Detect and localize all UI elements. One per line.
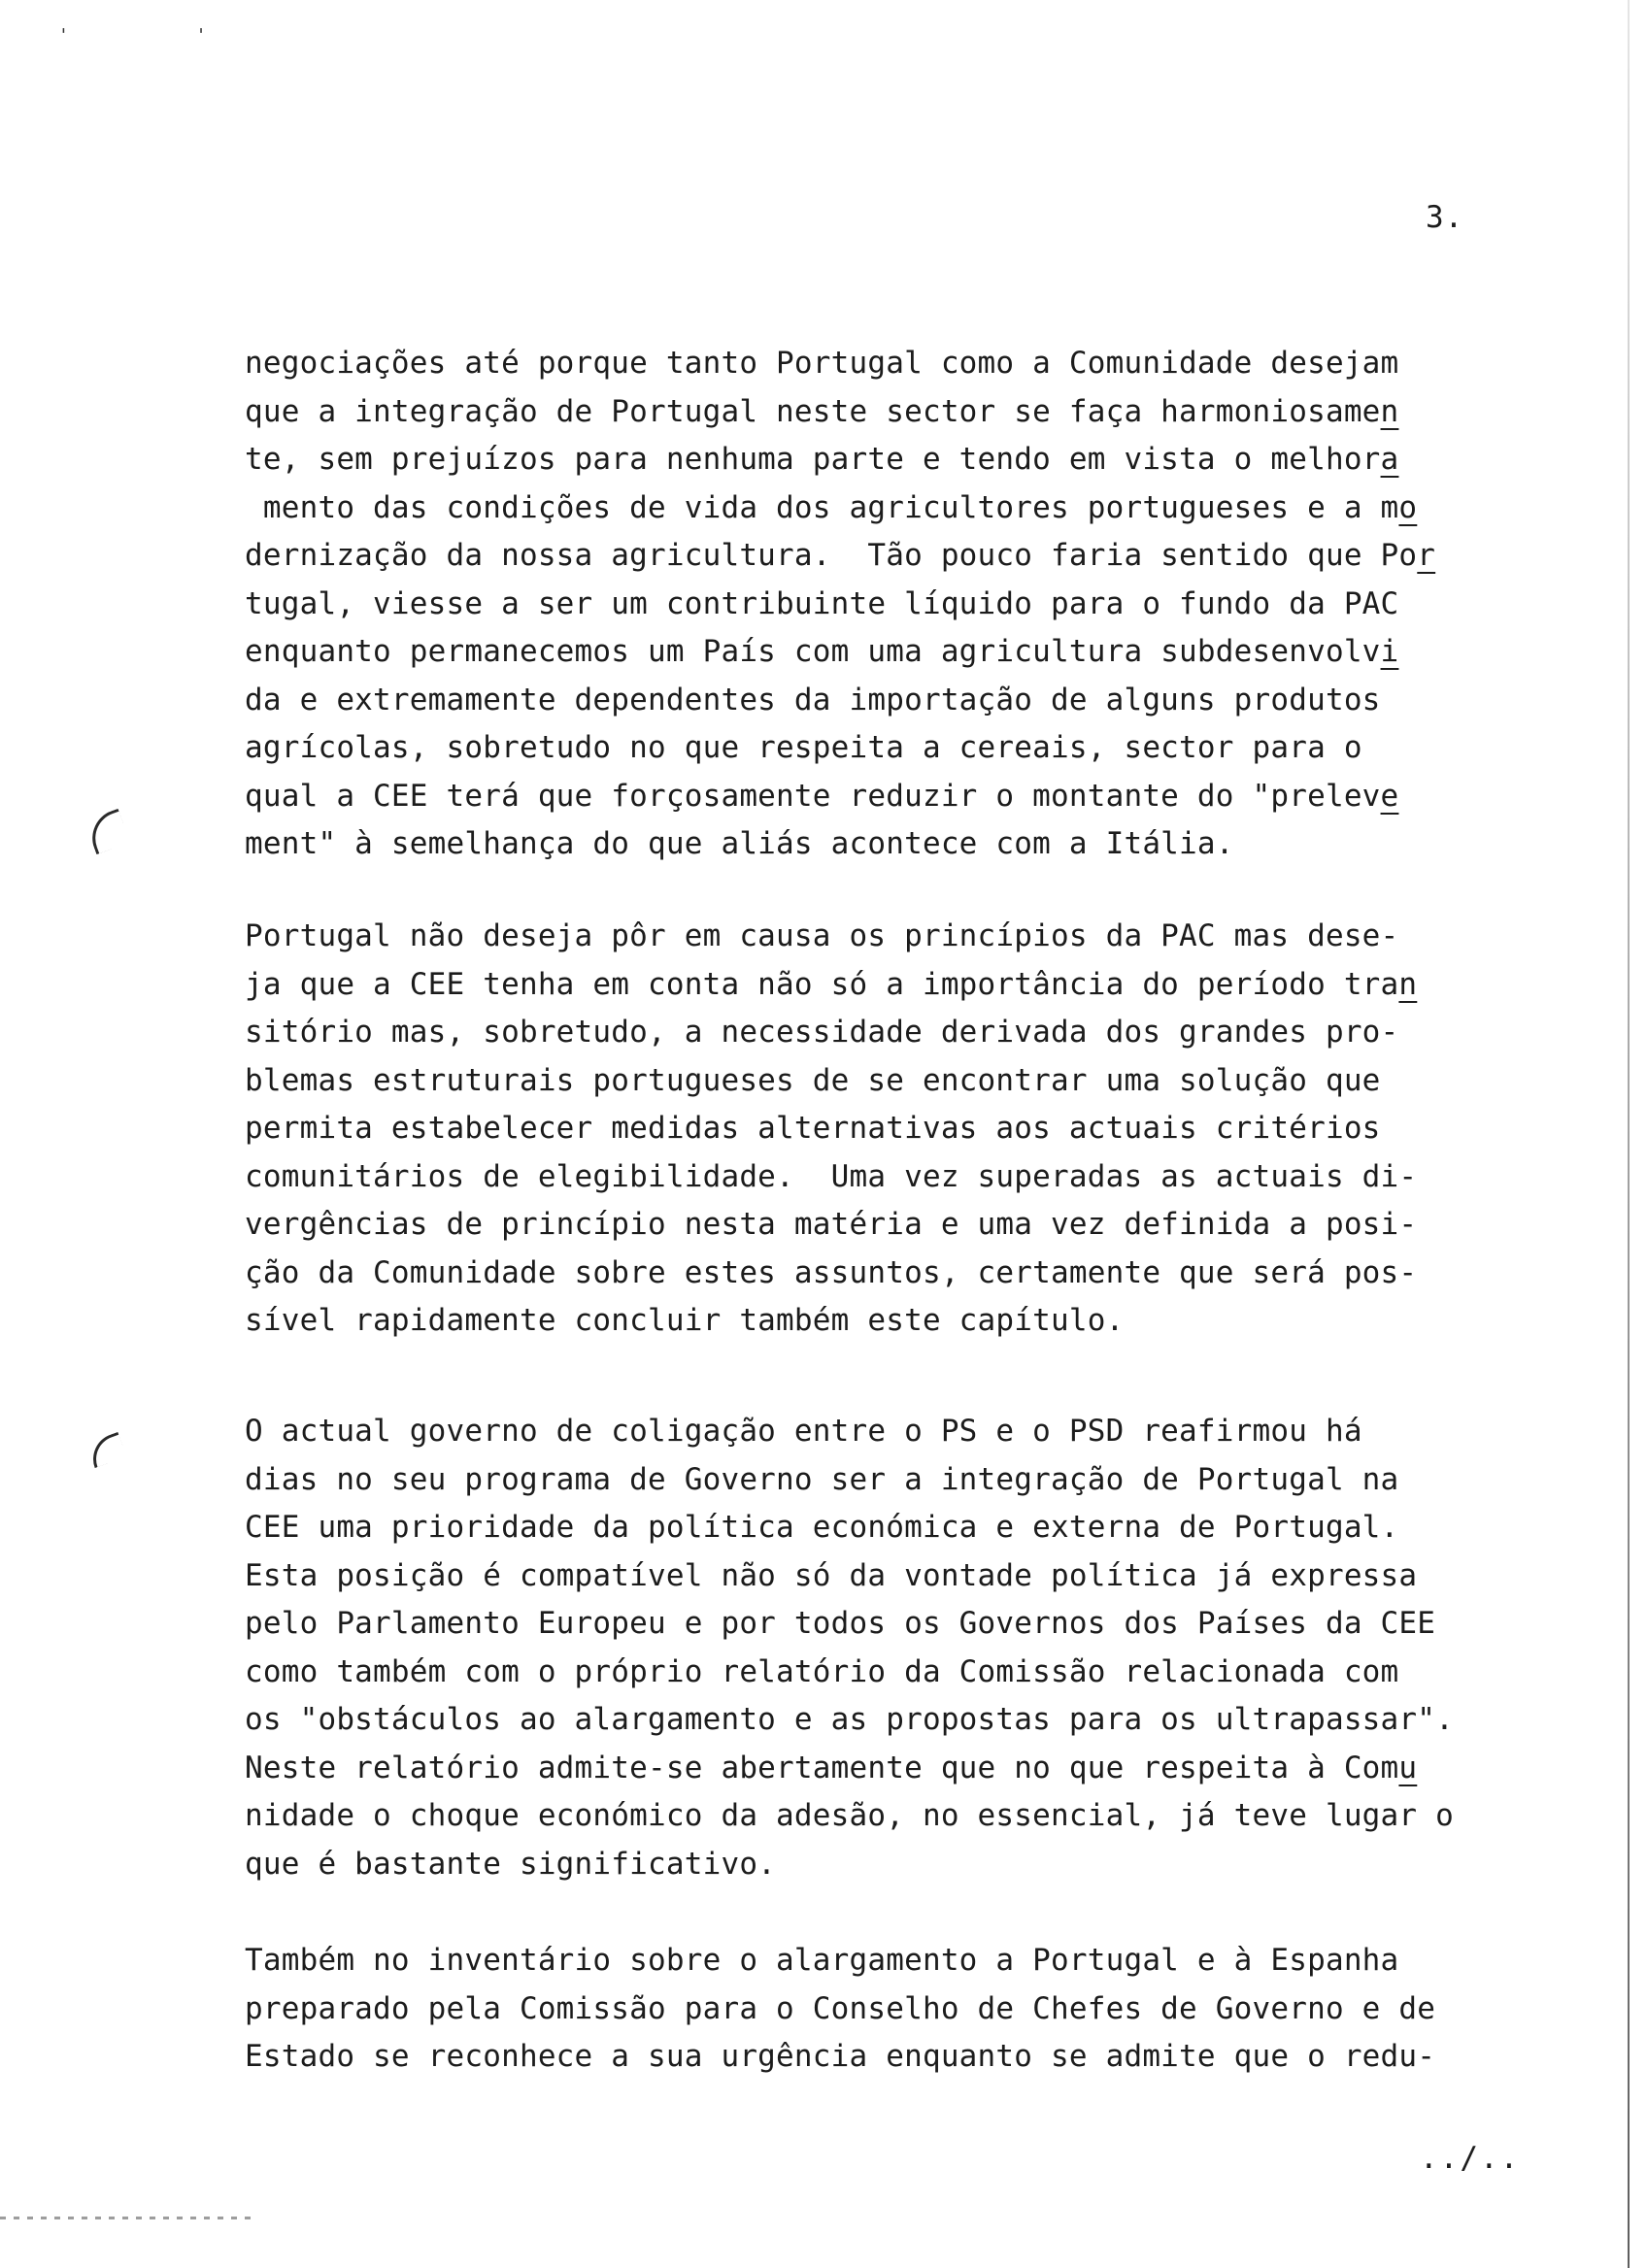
text-line: nidade o choque económico da adesão, no essencial, já teve lugar o [245,1798,1454,1833]
text-line: Portugal não deseja pôr em causa os princípios da PAC mas dese- [245,918,1399,953]
continuation-marker: ../.. [1420,2141,1521,2176]
paragraph-2 [245,913,1527,1346]
paragraph-1 [245,340,1527,869]
text-line: enquanto permanecemos um País com uma agricultura subdesenvolvi [245,634,1399,669]
text-line: da e extremamente dependentes da importação de alguns produtos [245,682,1381,717]
page-number: 3. [1426,200,1464,235]
text-line: Neste relatório admite-se abertamente que no que respeita à Comu [245,1750,1418,1785]
handwritten-bracket-mark [85,1432,126,1468]
text-line: ja que a CEE tenha em conta não só a importância do período tran [245,966,1418,1002]
text-line: qual a CEE terá que forçosamente reduzir o montante do "preleve [245,778,1399,814]
text-line: os "obstáculos ao alargamento e as propostas para os ultrapassar". [245,1702,1454,1737]
paragraph-4 [245,1937,1527,2082]
text-line: CEE uma prioridade da política económica e externa de Portugal. [245,1510,1399,1545]
text-line: como também com o próprio relatório da Comissão relacionada com [245,1653,1399,1689]
text-line: permita estabelecer medidas alternativas aos actuais critérios [245,1111,1381,1146]
text-line: preparado pela Comissão para o Conselho de Chefes de Governo e de [245,1990,1436,2026]
scan-edge-line [1628,0,1630,2268]
text-line: comunitários de elegibilidade. Uma vez superadas as actuais di- [245,1158,1418,1194]
text-line: que é bastante significativo. [245,1846,777,1882]
text-line: dernização da nossa agricultura. Tão pouco faria sentido que Por [245,538,1436,573]
scan-dots: ' ' [58,25,265,46]
scan-noise [0,2217,252,2219]
text-line: pelo Parlamento Europeu e por todos os Governos dos Países da CEE [245,1606,1436,1641]
text-line: ment" à semelhança do que aliás acontece com a Itália. [245,826,1234,861]
text-line: tugal, viesse a ser um contribuinte líquido para o fundo da PAC [245,585,1399,621]
text-line: que a integração de Portugal neste sector se faça harmoniosamen [245,393,1399,429]
text-line: sível rapidamente concluir também este capítulo. [245,1303,1125,1338]
text-line: mento das condições de vida dos agricultores portugueses e a mo [262,489,1418,525]
text-line: Também no inventário sobre o alargamento a Portugal e à Espanha [245,1943,1399,1978]
text-line: dias no seu programa de Governo ser a integração de Portugal na [245,1461,1399,1497]
handwritten-bracket-mark [84,809,130,854]
paragraph-3 [245,1408,1527,1888]
text-line: vergências de princípio nesta matéria e uma vez definida a posi- [245,1207,1418,1242]
text-line: Estado se reconhece a sua urgência enquanto se admite que o redu- [245,2039,1436,2074]
text-line: Esta posição é compatível não só da vontade política já expressa [245,1557,1418,1593]
text-line: sitório mas, sobretudo, a necessidade derivada dos grandes pro- [245,1015,1399,1050]
text-line: O actual governo de coligação entre o PS e o PSD reafirmou há [245,1414,1362,1449]
text-line: te, sem prejuízos para nenhuma parte e tendo em vista o melhora [245,442,1399,477]
text-line: ção da Comunidade sobre estes assuntos, certamente que será pos- [245,1254,1418,1290]
text-line: negociações até porque tanto Portugal como a Comunidade desejam [245,346,1399,381]
text-line: agrícolas, sobretudo no que respeita a cereais, sector para o [245,730,1362,765]
text-line: blemas estruturais portugueses de se encontrar uma solução que [245,1062,1381,1098]
